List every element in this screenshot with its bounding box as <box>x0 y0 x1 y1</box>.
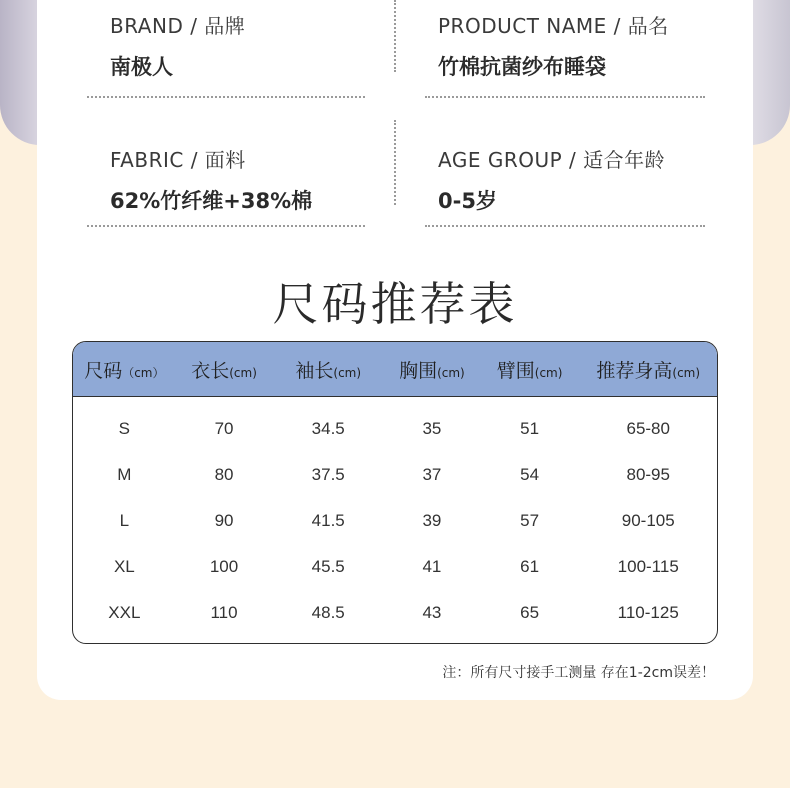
cell-height: 90-105 <box>621 511 675 530</box>
cell-length: 80 <box>214 465 234 484</box>
age-group-value: 0-5岁 <box>438 189 497 213</box>
divider <box>425 96 705 98</box>
product-name-cell <box>438 10 669 81</box>
age-group-label: AGE GROUP / 适合年龄 <box>438 148 666 172</box>
table-row <box>73 406 717 452</box>
cell-height: 100-115 <box>617 557 679 576</box>
brand-value: 南极人 <box>110 55 173 79</box>
cell-arm: 54 <box>520 465 540 484</box>
divider <box>87 96 365 98</box>
vertical-divider <box>394 120 396 205</box>
header-height: 推荐身高(cm) <box>596 359 701 382</box>
cell-chest: 39 <box>422 511 442 530</box>
cell-height: 65-80 <box>626 419 670 438</box>
size-table <box>72 341 718 644</box>
cell-arm: 51 <box>520 419 540 438</box>
brand-label: BRAND / 品牌 <box>110 14 246 38</box>
cell-size: XL <box>113 557 135 576</box>
cell-sleeve: 37.5 <box>311 465 345 484</box>
table-row <box>73 590 717 636</box>
fabric-cell <box>110 144 312 215</box>
header-chest: 胸围(cm) <box>399 359 465 382</box>
size-chart-title: 尺码推荐表 <box>272 277 518 331</box>
content-card <box>37 0 753 700</box>
cell-length: 100 <box>209 557 239 576</box>
cell-size: XXL <box>108 603 141 622</box>
cell-chest: 35 <box>422 419 442 438</box>
cell-height: 110-125 <box>617 603 679 622</box>
age-group-cell <box>438 144 665 215</box>
cell-arm: 57 <box>520 511 540 530</box>
measurement-note: 注：所有尺寸接手工测量 存在1-2cm误差！ <box>442 665 715 681</box>
header-size: 尺码（cm） <box>84 359 165 382</box>
cell-chest: 41 <box>422 557 442 576</box>
brand-cell <box>110 10 245 81</box>
cell-length: 90 <box>214 511 234 530</box>
cell-arm: 65 <box>520 603 540 622</box>
table-row <box>73 452 717 498</box>
fabric-value: 62%竹纤维+38%棉 <box>110 189 313 213</box>
divider <box>425 225 705 227</box>
cell-size: L <box>119 511 130 530</box>
header-sleeve: 袖长(cm) <box>295 359 362 382</box>
product-name-value: 竹棉抗菌纱布睡袋 <box>438 55 606 79</box>
cell-sleeve: 45.5 <box>311 557 345 576</box>
cell-height: 80-95 <box>626 465 670 484</box>
fabric-label: FABRIC / 面料 <box>110 148 246 172</box>
table-header <box>73 342 717 397</box>
table-row <box>73 544 717 590</box>
cell-size: M <box>117 465 132 484</box>
cell-sleeve: 34.5 <box>311 419 345 438</box>
cell-sleeve: 41.5 <box>311 511 345 530</box>
cell-size: S <box>118 419 131 438</box>
cell-chest: 37 <box>422 465 442 484</box>
cell-arm: 61 <box>520 557 540 576</box>
cell-length: 110 <box>210 603 238 622</box>
cell-length: 70 <box>214 419 234 438</box>
table-row <box>73 498 717 544</box>
header-arm: 臂围(cm) <box>496 359 563 382</box>
vertical-divider <box>394 0 396 72</box>
header-length: 衣长(cm) <box>191 359 257 382</box>
cell-sleeve: 48.5 <box>311 603 345 622</box>
divider <box>87 225 365 227</box>
product-name-label: PRODUCT NAME / 品名 <box>438 14 669 38</box>
cell-chest: 43 <box>422 603 442 622</box>
product-info <box>37 0 753 230</box>
table-body <box>73 397 717 636</box>
